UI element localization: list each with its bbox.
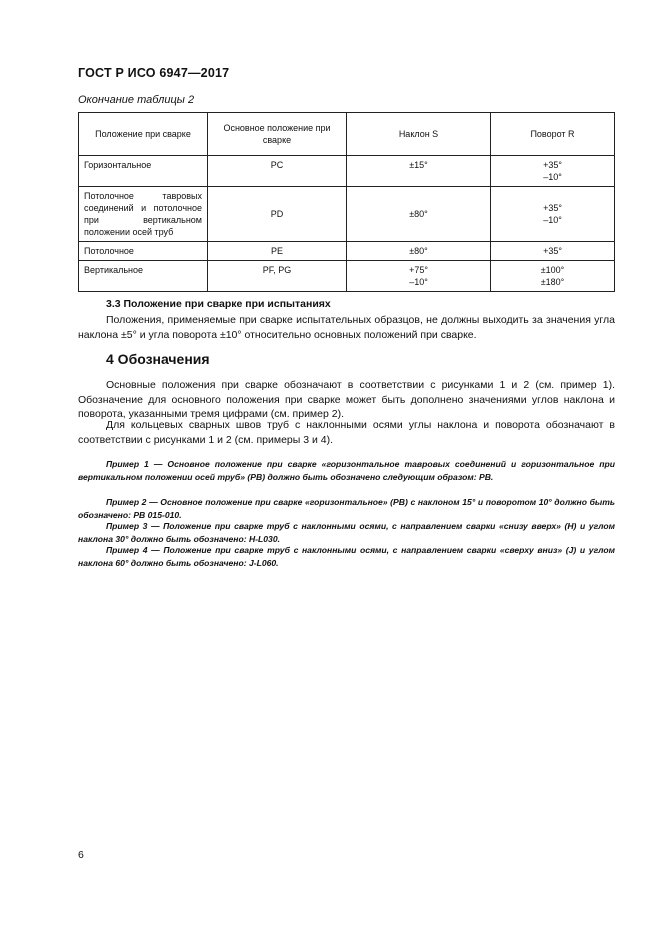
rotation-lower: –10° — [543, 215, 562, 225]
example-4 — [78, 544, 615, 569]
tilt-value: ±15° — [347, 156, 491, 187]
rotation-lower: –10° — [543, 172, 562, 182]
tilt-value: ±80° — [347, 242, 491, 261]
section-4-paragraph-1 — [78, 378, 615, 422]
column-header: Поворот R — [491, 113, 615, 156]
example-1 — [78, 458, 615, 483]
position-name: Вертикальное — [79, 261, 208, 292]
tilt-upper: +75° — [409, 265, 428, 275]
position-name: Горизонтальное — [79, 156, 208, 187]
section-3-3-paragraph — [78, 313, 615, 342]
section-4-text-2: Для кольцевых сварных швов труб с наклонными осями углы наклона и поворота обозначают в соответствии с рисунками 1 и 2 (см. примеры 3 и 4). — [78, 419, 615, 446]
position-name: Потолочное тавровых соединений и потолочное при вертикальном положении осей труб — [79, 187, 208, 242]
column-header: Положение при сварке — [79, 113, 208, 156]
example-text: Пример 4 — Положение при сварке труб с наклонными осями, с направлением сварки «сверху вниз» (J) и углом наклона 60° должно быть обозначено: J-L060. — [78, 545, 615, 568]
example-3 — [78, 520, 615, 545]
rotation-upper: +35° — [543, 203, 562, 213]
page-number: 6 — [78, 849, 84, 861]
tilt-value — [347, 261, 491, 292]
table-row — [79, 261, 615, 292]
document-header: ГОСТ Р ИСО 6947—2017 — [78, 66, 230, 80]
position-code: PF, PG — [208, 261, 347, 292]
rotation-value: +35° — [491, 242, 615, 261]
column-header: Основное положение при сварке — [208, 113, 347, 156]
example-text: Пример 1 — Основное положение при сварке «горизонтальное тавровых соединений и горизонтальное при вертикальном положении осей труб» (PB) должно быть обозначено следующим образом: PB. — [78, 459, 615, 482]
section-3-3-text: Положения, применяемые при сварке испытательных образцов, не должны выходить за значения угла наклона ±5° и угла поворота ±10° относительно основных положений при сварке. — [78, 314, 615, 341]
example-2 — [78, 496, 615, 521]
example-text: Пример 3 — Положение при сварке труб с наклонными осями, с направлением сварки «снизу вверх» (H) и углом наклона 30° должно быть обозначено: H-L030. — [78, 521, 615, 544]
position-name: Потолочное — [79, 242, 208, 261]
rotation-value — [491, 187, 615, 242]
rotation-upper: +35° — [543, 160, 562, 170]
example-text: Пример 2 — Основное положение при сварке «горизонтальное» (PB) с наклоном 15° и поворотом 10° должно быть обозначено: PB 015-010. — [78, 497, 615, 520]
tilt-value: ±80° — [347, 187, 491, 242]
section-4-text-1: Основные положения при сварке обозначают в соответствии с рисунками 1 и 2 (см. пример 1). Обозначение для основного положения при сварке может быть дополнено значениями углов наклона и поворота, указанными тремя цифрами (см. пример 2). — [78, 379, 615, 420]
table-row — [79, 187, 615, 242]
table-row — [79, 242, 615, 261]
rotation-value — [491, 261, 615, 292]
section-3-3-heading: 3.3 Положение при сварке при испытаниях — [106, 298, 331, 310]
tilt-lower: –10° — [409, 277, 428, 287]
table-caption: Окончание таблицы 2 — [78, 94, 195, 106]
rotation-upper: ±100° — [540, 265, 565, 275]
section-4-heading: 4 Обозначения — [106, 351, 210, 367]
position-code: PD — [208, 187, 347, 242]
section-4-paragraph-2 — [78, 418, 615, 447]
rotation-value — [491, 156, 615, 187]
column-header: Наклон S — [347, 113, 491, 156]
table-header-row — [79, 113, 615, 156]
position-code: PE — [208, 242, 347, 261]
rotation-lower: ±180° — [540, 277, 565, 287]
position-code: PC — [208, 156, 347, 187]
table-row — [79, 156, 615, 187]
welding-positions-table — [78, 112, 615, 292]
